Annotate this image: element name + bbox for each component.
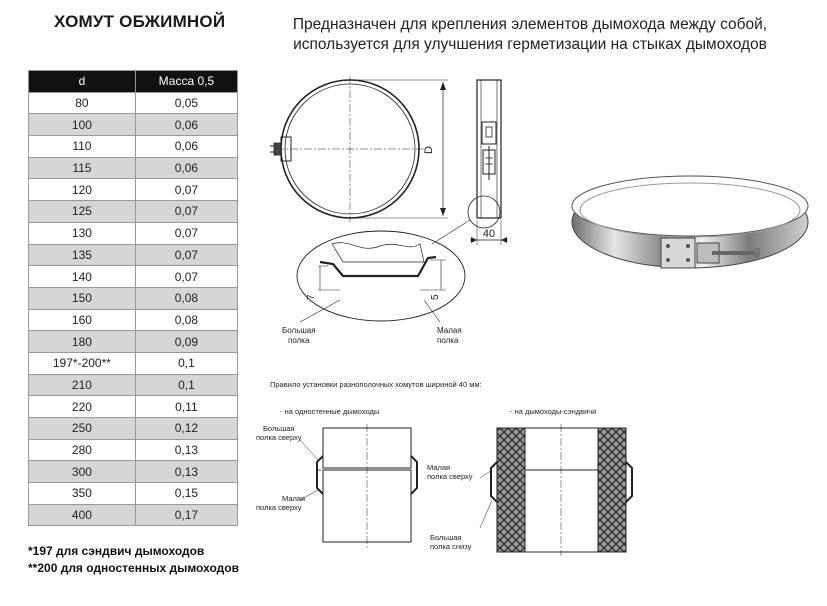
diameter-cell: 140: [29, 266, 136, 288]
mass-cell: 0,11: [135, 396, 237, 418]
footnote-single-wall: **200 для одностенных дымоходов: [28, 561, 239, 575]
mass-cell: 0,09: [135, 331, 237, 353]
sw-small-top-label-2: полка сверху: [256, 503, 302, 512]
dimension-7-label: 7: [306, 294, 317, 300]
description-line-2: используется для улучшения герметизации на стыках дымоходов: [293, 36, 767, 53]
dimension-width-label: 40: [482, 228, 496, 240]
diameter-cell: 300: [29, 461, 136, 483]
sd-big-bottom-label-2: полка снизу: [430, 542, 472, 551]
mass-cell: 0,08: [135, 309, 237, 331]
diameter-cell: 280: [29, 439, 136, 461]
mass-cell: 0,07: [135, 179, 237, 201]
sd-big-bottom-label-1: Большая: [430, 533, 462, 542]
single-wall-caption: - на одностенные дымоходы: [280, 407, 380, 416]
diameter-cell: 400: [29, 504, 136, 526]
clamp-photo: [572, 176, 808, 268]
diameter-cell: 115: [29, 157, 136, 179]
diameter-cell: 180: [29, 331, 136, 353]
dimension-d-label: D: [423, 146, 435, 154]
sandwich-caption: - на дымоходы-сэндвичи: [510, 407, 597, 416]
big-flange-label-2: полка: [288, 336, 310, 345]
sd-small-top-label-2: полка сверху: [427, 472, 473, 481]
diameter-cell: 160: [29, 309, 136, 331]
mass-cell: 0,1: [135, 352, 237, 374]
mass-cell: 0,06: [135, 157, 237, 179]
mass-cell: 0,07: [135, 201, 237, 223]
mass-cell: 0,05: [135, 92, 237, 114]
diameter-cell: 150: [29, 287, 136, 309]
mass-cell: 0,13: [135, 439, 237, 461]
mass-cell: 0,06: [135, 136, 237, 158]
diameter-cell: 80: [29, 92, 136, 114]
mass-cell: 0,13: [135, 461, 237, 483]
clamp-front-view: [270, 76, 448, 222]
mass-cell: 0,07: [135, 222, 237, 244]
clamp-side-view: [432, 80, 508, 245]
mass-cell: 0,07: [135, 244, 237, 266]
dimension-5-label: 5: [430, 294, 441, 300]
big-flange-label-1: Большая: [282, 326, 316, 335]
mass-cell: 0,17: [135, 504, 237, 526]
mass-cell: 0,07: [135, 266, 237, 288]
diameter-cell: 100: [29, 114, 136, 136]
diameter-cell: 125: [29, 201, 136, 223]
diameter-cell: 350: [29, 483, 136, 505]
sandwich-pipe-diagram: [480, 424, 632, 556]
installation-rule-title: Правило установки разнополочных хомутов шириной 40 мм:: [270, 380, 482, 389]
single-wall-pipe-diagram: [300, 424, 417, 548]
sw-big-top-label-2: полка сверху: [256, 433, 302, 442]
diameter-cell: 250: [29, 418, 136, 440]
column-header-diameter: d: [29, 71, 136, 93]
mass-cell: 0,06: [135, 114, 237, 136]
diameter-cell: 110: [29, 136, 136, 158]
diameter-cell: 210: [29, 374, 136, 396]
page-title: ХОМУТ ОБЖИМНОЙ: [54, 12, 226, 31]
diameter-cell: 135: [29, 244, 136, 266]
sd-small-top-label-1: Малая: [427, 463, 451, 472]
diameter-cell: 120: [29, 179, 136, 201]
mass-cell: 0,15: [135, 483, 237, 505]
footnote-sandwich: *197 для сэндвич дымоходов: [28, 544, 205, 558]
profile-detail: [297, 231, 465, 322]
diameter-cell: 220: [29, 396, 136, 418]
small-flange-label-2: полка: [437, 336, 459, 345]
mass-cell: 0,12: [135, 418, 237, 440]
column-header-mass: Масса 0,5: [135, 71, 237, 93]
sw-big-top-label-1: Большая: [263, 424, 295, 433]
diameter-cell: 197*-200**: [29, 352, 136, 374]
small-flange-label-1: Малая: [437, 326, 462, 335]
description-line-1: Предназначен для крепления элементов дымохода между собой,: [292, 16, 768, 33]
diameter-cell: 130: [29, 222, 136, 244]
sw-small-top-label-1: Малая: [282, 494, 306, 503]
mass-cell: 0,08: [135, 287, 237, 309]
mass-cell: 0,1: [135, 374, 237, 396]
